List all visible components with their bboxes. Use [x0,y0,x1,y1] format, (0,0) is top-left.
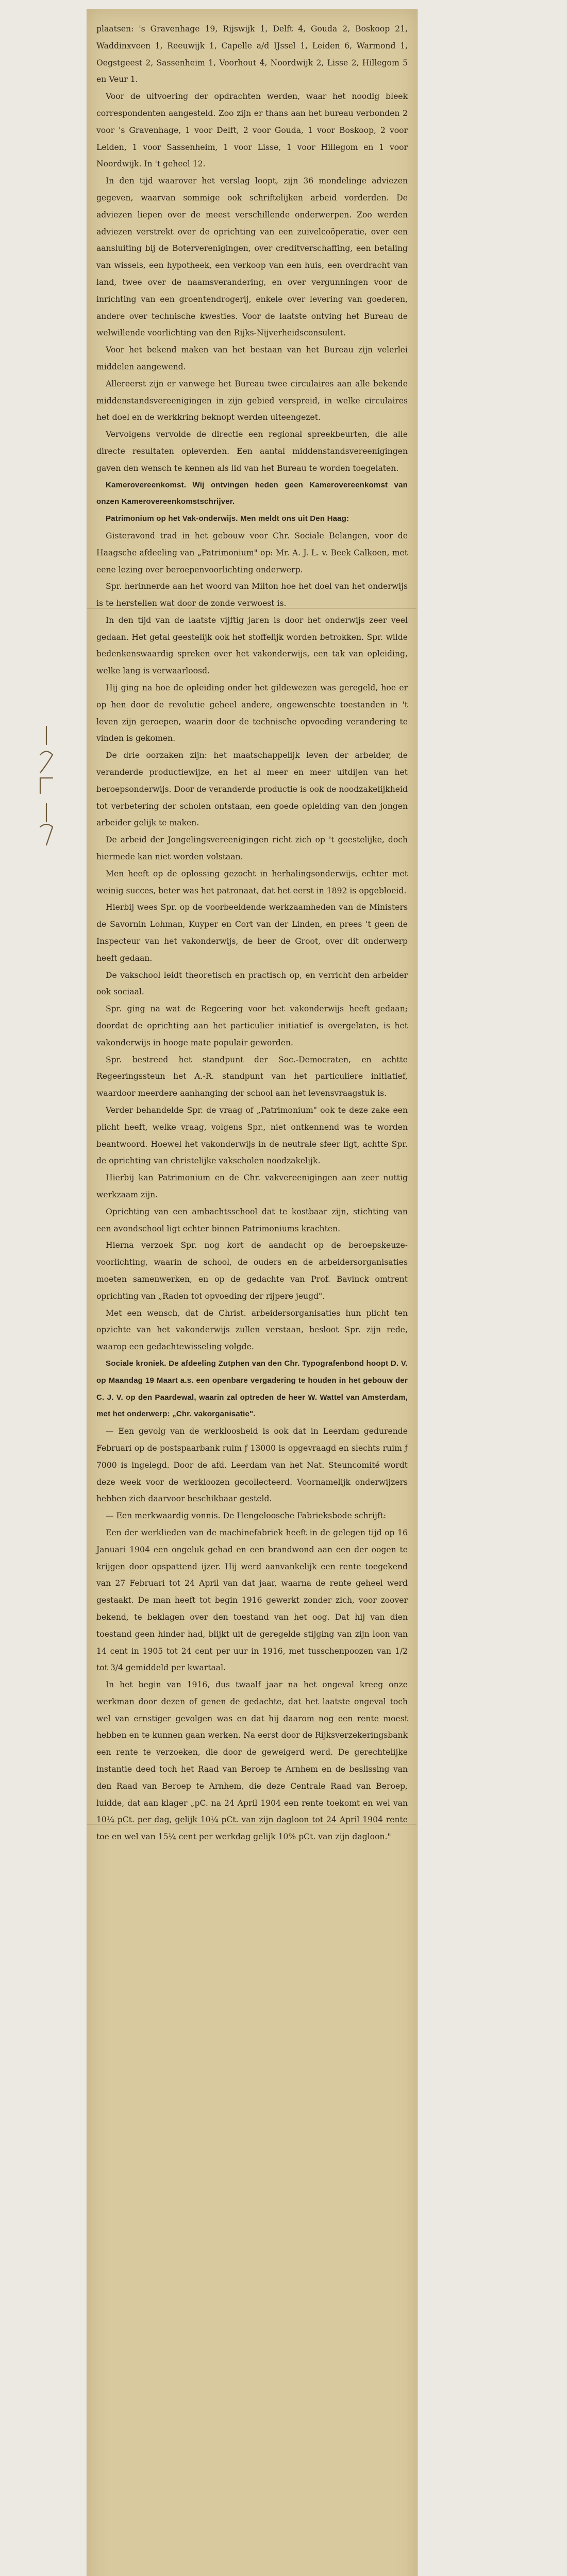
paper-fold-line [87,608,416,609]
paragraph: In den tijd waarover het verslag loopt, zijn 36 mondelinge adviezen gegeven, waarvan sommige ook schriftelijken arbeid vorderden. De adviezen liepen over de meest verschillende onderwerpen. Zoo werden adviezen verstrekt over de oprichting van een zuivelcoöperatie, over een aansluiting bij de Boterverenigingen, over creditverschaffing, een betaling van wissels, een hypotheek, een verkoop van een huis, een overdracht van land, twee over de naamsverandering, en over vergunningen voor de inrichting van een groentendrogerij, enkele over levering van goederen, andere over technische kwesties. Voor de laatste ontving het Bureau de welwillende voorlichting van den Rijks-Nijverheidsconsulent. [96,176,408,338]
paragraph: De vakschool leidt theoretisch en practisch op, en verricht den arbeider ook sociaal. [96,970,408,997]
paragraph: Spr. bestreed het standpunt der Soc.-Democraten, en achtte Regeeringssteun het A.-R. standpunt van het particuliere initiatief, waardoor meerdere aanhanging der school aan het levensvraagstuk is. [96,1055,408,1098]
paragraph: — Een gevolg van de werkloosheid is ook dat in Leerdam gedurende Februari op de postspaarbank ruim ƒ 13000 is opgevraagd en slechts ruim ƒ 7000 is ingelegd. Door de afd. Leerdam van het Nat. Steuncomité wordt deze week voor de werkloozen gecollecteerd. Voornamelijk onderwijzers hebben zich daarvoor beschikbaar gesteld. [96,1427,408,1504]
paragraph: In het begin van 1916, dus twaalf jaar na het ongeval kreeg onze werkman door dezen of genen de gedachte, dat het laatste ongeval toch wel van ernstiger gevolgen was en dat hij daarom nog een rente moest hebben en te kunnen gaan werken. Na eerst door de Rijksverzekeringsbank een rente te verzoeken, die door de geweigerd werd. De gerechtelijke instantie deed toch het Raad van Beroep te Arnhem en de beslissing van den Raad van Beroep te Arnhem, die deze Centrale Raad van Beroep, luidde, dat aan klager „pC. na 24 April 1904 een rente toekomt en wel van 10¼ pCt. per dag, gelijk 10¼ pCt. van zijn dagloon tot 24 April 1904 rente toe en wel van 15¼ cent per werkdag gelijk 10% pCt. van zijn dagloon." [96,1680,408,1842]
paragraph: Met een wensch, dat de Christ. arbeidersorganisaties hun plicht ten opzichte van het vakonderwijs zullen verstaan, besloot Spr. zijn rede, waarop een gedachtewisseling volgde. [96,1308,408,1352]
section-heading-patrimonium: Patrimonium op het Vak-onderwijs. Men meldt ons uit Den Haag: [106,514,349,523]
paragraph: Gisteravond trad in het gebouw voor Chr. Sociale Belangen, voor de Haagsche afdeeling van „Patrimonium" op: Mr. A. J. L. v. Beek Calkoen, met eene lezing over beroepenvoorlichting onderwerp. [96,531,408,574]
paragraph: Spr. ging na wat de Regeering voor het vakonderwijs heeft gedaan; doordat de oprichting aan het particulier initiatief is overgelaten, is het vakonderwijs in hooge mate populair geworden. [96,1004,408,1047]
handwritten-year-note [31,716,62,850]
paragraph: Voor de uitvoering der opdrachten werden, waar het noodig bleek correspondenten aangesteld. Zoo zijn er thans aan het bureau verbonden 2 voor 's Gravenhage, 1 voor Delft, 2 voor Gouda, 1 voor Boskoop, 2 voor Leiden, 1 voor Sassenheim, 1 voor Lisse, 1 voor Hillegom en 1 voor Noordwijk. In 't geheel 12. [96,92,408,169]
paragraph: Hierbij kan Patrimonium en de Chr. vakvereenigingen aan zeer nuttig werkzaam zijn. [96,1173,408,1199]
paragraph: Allereerst zijn er vanwege het Bureau twee circulaires aan alle bekende middenstandsvereenigingen in zijn gebied verspreid, in welke circulaires het doel en de werkkring beknopt werden uiteengezet. [96,379,408,422]
section-heading-sociale-kroniek: Sociale kroniek. De afdeeling Zutphen van den Chr. Typografenbond hoopt D. V. op Maandag 19 Maart a.s. een openbare vergadering te houden in het gebouw der C. J. V. op den Paardewal, waarin zal optreden de heer W. Wattel van Amsterdam, met het onderwerp: „Chr. vakorganisatie". [96,1359,408,1419]
paragraph: — Een merkwaardig vonnis. De Hengeloosche Fabrieksbode schrijft: [106,1511,387,1521]
paragraph: De arbeid der Jongelingsvereenigingen richt zich op 't geestelijke, doch hiermede kan niet worden volstaan. [96,835,408,862]
paragraph: Spr. herinnerde aan het woord van Milton hoe het doel van het onderwijs is te herstellen wat door de zonde verwoest is. [96,582,408,608]
paragraph: Voor het bekend maken van het bestaan van het Bureau zijn velerlei middelen aangewend. [96,345,408,371]
paragraph: Men heeft op de oplossing gezocht in herhalingsonderwijs, echter met weinig succes, beter was het patronaat, dat het eerst in 1892 is opgebloeid. [96,869,408,895]
paragraph: Hierna verzoek Spr. nog kort de aandacht op de beroepskeuze-voorlichting, waarin de school, de ouders en de arbeidersorganisaties moeten samenwerken, en op de gedachte van Prof. Bavinck omtrent oprichting van „Raden tot opvoeding der rijpere jeugd". [96,1241,408,1301]
paragraph: Oprichting van een ambachtsschool dat te kostbaar zijn, stichting van een avondschool ligt echter binnen Patrimoniums krachten. [96,1207,408,1233]
newspaper-clipping [87,9,418,2576]
paper-fold-line [87,1824,416,1825]
paragraph: Een der werklieden van de machinefabriek heeft in de gelegen tijd op 16 Januari 1904 een ongeluk gehad en een brandwond aan een der oogen te krijgen door opspattend ijzer. Hij werd aanvankelijk een rente toegekend van 27 Februari tot 24 April van dat jaar, waarna de rente geheel werd gestaakt. De man heeft tot begin 1916 gewerkt zonder zich, voor zoover bekend, te beklagen over den toestand van het oog. Dat hij van dien toestand geen hinder had, blijkt uit de geregelde stijging van zijn loon van 14 cent in 1905 tot 24 cent per uur in 1916, met tusschenpoozen van 1/2 tot 3/4 gemiddeld per kwartaal. [96,1528,408,1673]
paragraph: In den tijd van de laatste vijftig jaren is door het onderwijs zeer veel gedaan. Het getal geestelijk ook het stoffelijk worden betrokken. Spr. wilde bedenkenswaardig spreken over het vakonderwijs, een tak van opleiding, welke lang is verwaarloosd. [96,615,408,676]
section-heading-kamerovereenkomst: Kamerovereenkomst. Wij ontvingen heden geen Kamerovereenkomst van onzen Kamerovereenkomstschrijver. [96,480,408,506]
paragraph: Verder behandelde Spr. de vraag of „Patrimonium" ook te deze zake een plicht heeft, welke vraag, volgens Spr., niet ontkennend was te worden beantwoord. Hoewel het vakonderwijs in de neutrale sfeer ligt, achtte Spr. de oprichting van christelijke vakscholen noodzakelijk. [96,1106,408,1166]
paragraph: Hij ging na hoe de opleiding onder het gildewezen was geregeld, hoe er op hen door de revolutie geheel andere, ongewenschte toestanden in 't leven zijn geroepen, waarin door de technische opvoeding verandering te vinden is gekomen. [96,683,408,743]
paragraph: Vervolgens vervolde de directie een regional spreekbeurten, die alle directe resultaten opleverden. Een aantal middenstandsvereenigingen gaven den wensch te kennen als lid van het Bureau te worden toegelaten. [96,430,408,473]
article-column [96,21,408,1845]
paragraph: De drie oorzaken zijn: het maatschappelijk leven der arbeider, de veranderde productiewijze, en het al meer en meer uitdijen van het beroepsonderwijs. Door de veranderde productie is ook de noodzakelijkheid tot verbetering der scholen ontstaan, een goede opleiding van den jongen arbeider gelijk te maken. [96,751,408,828]
paragraph: Hierbij wees Spr. op de voorbeeldende werkzaamheden van de Ministers de Savornin Lohman, Kuyper en Cort van der Linden, en prees 't geen de Inspecteur van het vakonderwijs, de heer de Groot, over dit onderwerp heeft gedaan. [96,903,408,963]
paragraph: plaatsen: 's Gravenhage 19, Rijswijk 1, Delft 4, Gouda 2, Boskoop 21, Waddinxveen 1, Reeuwijk 1, Capelle a/d IJssel 1, Leiden 6, Warmond 1, Oegstgeest 2, Sassenheim 1, Voorhout 4, Noordwijk 2, Lisse 2, Hillegom 5 en Veur 1. [96,24,408,84]
